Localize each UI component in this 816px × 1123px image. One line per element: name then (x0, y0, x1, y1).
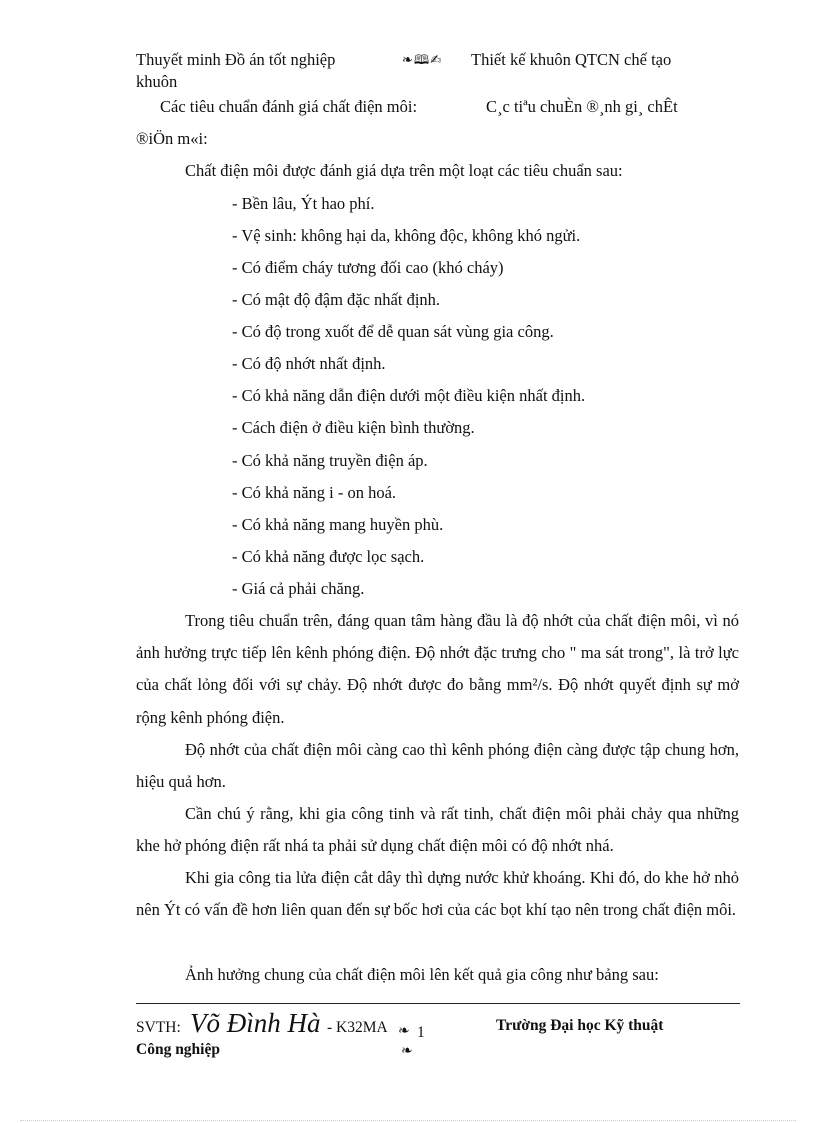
list-item: - Có khả năng i - on hoá. (232, 483, 397, 502)
list-item: - Cách điện ở điều kiện bình thường. (232, 418, 475, 437)
header-right-text: Thiết kế khuôn QTCN chế tạo (471, 50, 672, 69)
list-item: - Có mật độ đậm đặc nhất định. (232, 290, 441, 309)
list-item: - Có khả năng dẫn điện dưới một điều kiện nhất định. (232, 386, 586, 405)
list-item: - Có khả năng truyền điện áp. (232, 451, 428, 470)
page-number: 1 (417, 1024, 425, 1041)
body-paragraph: Ảnh hưởng chung của chất điện môi lên kết quả gia công như bảng sau: (185, 965, 659, 984)
header-ornament-icon: ❧🕮✍ (402, 53, 443, 68)
section-heading: Các tiêu chuẩn đánh giá chất điện môi: (160, 97, 418, 116)
list-item: - Có điểm cháy tương đối cao (khó cháy) (232, 258, 504, 277)
footer-class: - K32MA (327, 1019, 388, 1036)
body-paragraph: Độ nhớt của chất điện môi càng cao thì kênh phóng điện càng được tập chung hơn, hiệu quả hơn. (136, 740, 739, 792)
list-item: - Giá cả phải chăng. (232, 579, 365, 598)
footer-school: Trường Đại học Kỹ thuật (496, 1017, 664, 1034)
header-wrap-text: khuôn (136, 72, 178, 91)
body-paragraph: Khi gia công tia lửa điện cắt dây thì dựng nước khử khoáng. Khi đó, do khe hở nhỏ nên Ýt có vấn đề hơn liên quan đến sự bốc hơi của các bọt khí tạo nên trong chất điện môi. (136, 868, 739, 920)
criteria-intro: Chất điện môi được đánh giá dựa trên một loạt các tiêu chuẩn sau: (185, 161, 623, 180)
body-paragraph: Cần chú ý rằng, khi gia công tinh và rất tinh, chất điện môi phải chảy qua những khe hở phóng điện rất nhá ta phải sử dụng chất điện môi có độ nhớt nhá. (136, 804, 739, 856)
list-item: - Vệ sinh: không hại da, không độc, không khó ngửi. (232, 226, 581, 245)
footer-ornament-icon: ❧ (398, 1024, 410, 1039)
section-heading-wrap: ®iÖn m«i: (136, 129, 208, 148)
footer-author: Võ Đình Hà (190, 1008, 321, 1038)
list-item: - Có khả năng mang huyền phù. (232, 515, 444, 534)
page-bottom-dotted-divider (20, 1120, 796, 1121)
footer-school-wrap: Công nghiệp (136, 1041, 220, 1058)
footer-ornament-bottom-icon: ❧ (401, 1044, 413, 1059)
header-left-text: Thuyết minh Đồ án tốt nghiệp (136, 50, 336, 69)
footer-svth-label: SVTH: (136, 1019, 181, 1036)
body-paragraph: Trong tiêu chuẩn trên, đáng quan tâm hàng đầu là độ nhớt của chất điện môi, vì nó ảnh hưởng trực tiếp lên kênh phóng điện. Độ nhớt đặc trưng cho " ma sát trong", là trở lực của chất lỏng đối với sự chảy. Độ nhớt được đo bằng mm²/s. Độ nhớt quyết định sự mở rộng kênh phóng điện. (136, 611, 739, 727)
section-heading-garbled: C¸c tiªu chuÈn ®¸nh gi¸ chÊt (486, 97, 678, 116)
footer-rule (136, 1003, 740, 1004)
list-item: - Có độ nhớt nhất định. (232, 354, 386, 373)
list-item: - Có khả năng được lọc sạch. (232, 547, 425, 566)
list-item: - Bền lâu, Ýt hao phí. (232, 194, 375, 213)
list-item: - Có độ trong xuốt để dễ quan sát vùng gia công. (232, 322, 554, 341)
